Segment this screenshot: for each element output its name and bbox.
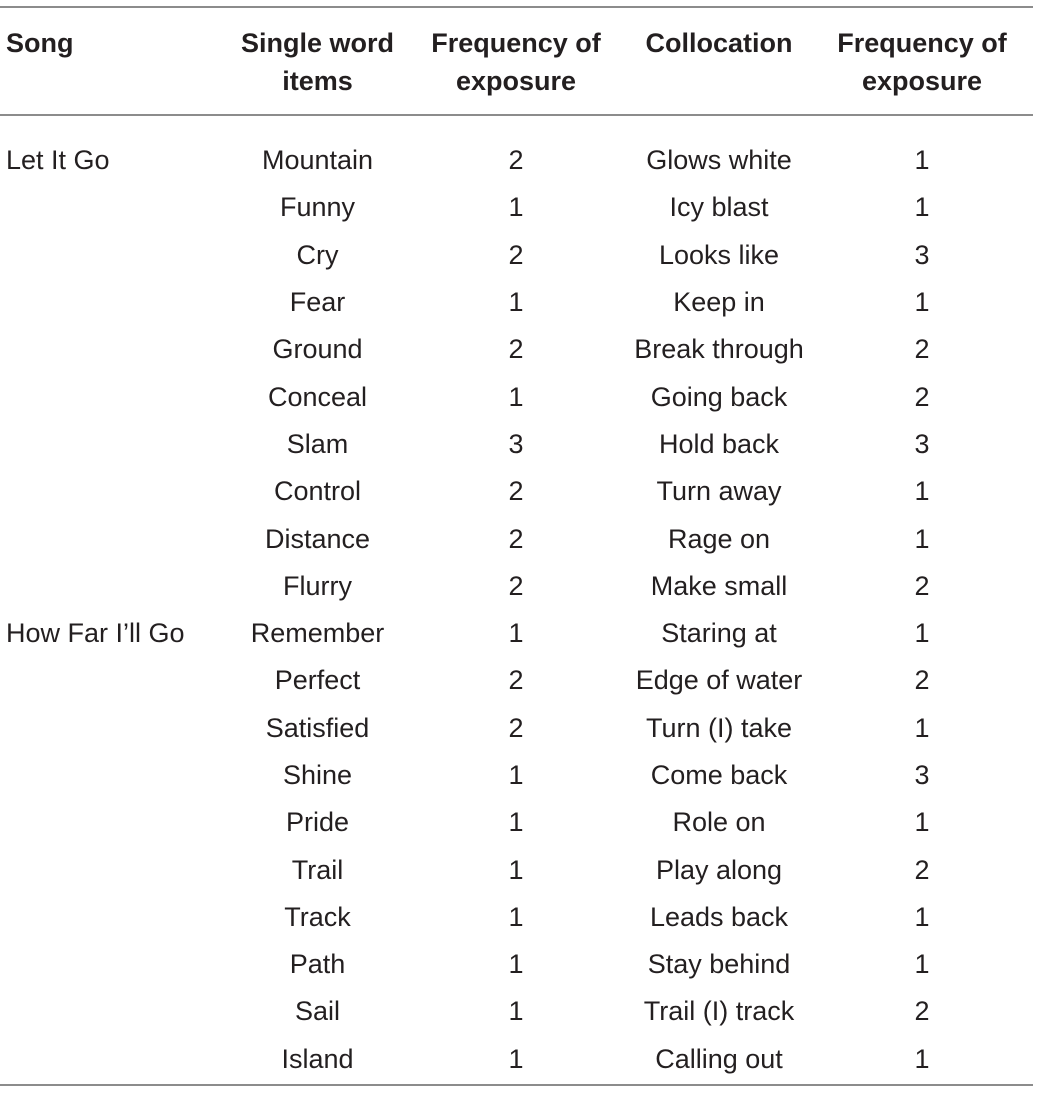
collocation-cell: Edge of water [635,665,803,696]
collocation-cell: Calling out [655,1043,783,1074]
collocation-cell: Rage on [667,523,771,554]
collocation-frequency-cell: 1 [914,287,930,318]
word-frequency-cell: 3 [508,428,524,459]
table-row [0,326,1033,373]
collocation-frequency-cell: 1 [914,1043,930,1074]
table-row [0,752,1033,799]
table-row [0,846,1033,893]
header-word-frequency: Frequency of exposure [431,28,601,96]
table-row [0,468,1033,515]
word-cell: Slam [286,428,349,459]
word-cell: Distance [264,523,371,554]
header-single-word-items: Single word items [240,28,394,96]
collocation-frequency-cell: 1 [914,476,930,507]
collocation-frequency-cell: 2 [914,996,930,1027]
collocation-frequency-cell: 1 [914,192,930,223]
collocation-cell: Staring at [661,618,777,649]
header-collocation-frequency: Frequency of exposure [837,28,1007,96]
collocation-cell: Hold back [658,428,780,459]
collocation-cell: Play along [655,854,783,885]
word-frequency-cell: 1 [508,618,524,649]
word-frequency-cell: 1 [508,1043,524,1074]
collocation-cell: Keep in [673,287,765,318]
word-cell: Conceal [267,381,368,412]
word-frequency-cell: 1 [508,381,524,412]
word-frequency-cell: 1 [508,996,524,1027]
collocation-frequency-cell: 2 [914,665,930,696]
table-row [0,515,1033,562]
word-frequency-cell: 1 [508,192,524,223]
collocation-cell: Leads back [649,901,789,932]
table-row [0,610,1033,657]
collocation-cell: Turn (I) take [645,712,793,743]
word-cell: Cry [296,239,339,270]
collocation-cell: Looks like [658,239,780,270]
word-frequency-cell: 1 [508,949,524,980]
word-frequency-cell: 1 [508,854,524,885]
collocation-cell: Icy blast [669,192,769,223]
collocation-cell: Make small [650,570,788,601]
table-row [0,563,1033,610]
word-cell: Island [281,1043,354,1074]
collocation-cell: Glows white [646,145,792,176]
table-row [0,657,1033,704]
collocation-cell: Stay behind [647,949,791,980]
song-cell: Let It Go [6,145,110,176]
word-frequency-cell: 1 [508,901,524,932]
bottom-rule [0,1084,1033,1086]
word-frequency-cell: 2 [508,334,524,365]
collocation-frequency-cell: 3 [914,428,930,459]
collocation-frequency-cell: 1 [914,145,930,176]
collocation-frequency-cell: 2 [914,334,930,365]
word-cell: Pride [285,807,350,838]
word-cell: Remember [250,618,385,649]
collocation-frequency-cell: 2 [914,854,930,885]
word-cell: Perfect [274,665,361,696]
word-cell: Sail [294,996,341,1027]
table-row [0,799,1033,846]
collocation-frequency-cell: 3 [914,760,930,790]
table-row [0,894,1033,941]
word-cell: Trail [291,854,344,885]
collocation-frequency-cell: 2 [914,570,930,601]
word-frequency-cell: 1 [508,760,524,790]
collocation-frequency-cell: 3 [914,239,930,270]
word-frequency-cell: 2 [508,145,524,176]
collocation-cell: Going back [650,381,788,412]
word-cell: Track [284,901,351,932]
word-cell: Satisfied [265,712,370,743]
data-table [0,6,1033,1083]
song-cell: How Far I’ll Go [6,618,185,649]
table-row [0,373,1033,420]
collocation-frequency-cell: 1 [914,807,930,838]
word-frequency-cell: 2 [508,523,524,554]
word-cell: Flurry [283,570,352,601]
word-cell: Funny [279,192,356,223]
table-row [0,988,1033,1035]
word-cell: Fear [289,287,346,318]
word-frequency-cell: 2 [508,570,524,601]
table-row [0,421,1033,468]
table-row [0,137,1033,184]
table-body [0,116,1033,1083]
table-header [0,8,1033,116]
table-row [0,232,1033,279]
collocation-frequency-cell: 1 [914,949,930,980]
collocation-cell: Trail (I) track [643,996,795,1027]
collocation-frequency-cell: 1 [914,901,930,932]
word-cell: Mountain [261,145,374,176]
table-row [0,705,1033,752]
collocation-cell: Turn away [656,476,782,507]
word-cell: Ground [272,334,363,365]
header-collocation: Collocation [645,28,793,58]
word-frequency-cell: 1 [508,807,524,838]
table-row [0,941,1033,988]
table-row [0,1036,1033,1083]
collocation-frequency-cell: 1 [914,523,930,554]
word-cell: Control [273,476,362,507]
collocation-cell: Role on [672,807,766,838]
word-frequency-cell: 2 [508,665,524,696]
word-cell: Path [289,949,346,980]
table-row [0,184,1033,231]
word-frequency-cell: 2 [508,712,524,743]
collocation-cell: Break through [634,334,804,365]
collocation-frequency-cell: 2 [914,381,930,412]
collocation-frequency-cell: 1 [914,712,930,743]
collocation-frequency-cell: 1 [914,618,930,649]
word-cell: Shine [282,760,353,790]
header-song: Song [6,28,74,58]
table-row [0,279,1033,326]
word-frequency-cell: 1 [508,287,524,318]
word-frequency-cell: 2 [508,476,524,507]
word-frequency-cell: 2 [508,239,524,270]
collocation-cell: Come back [650,760,788,790]
